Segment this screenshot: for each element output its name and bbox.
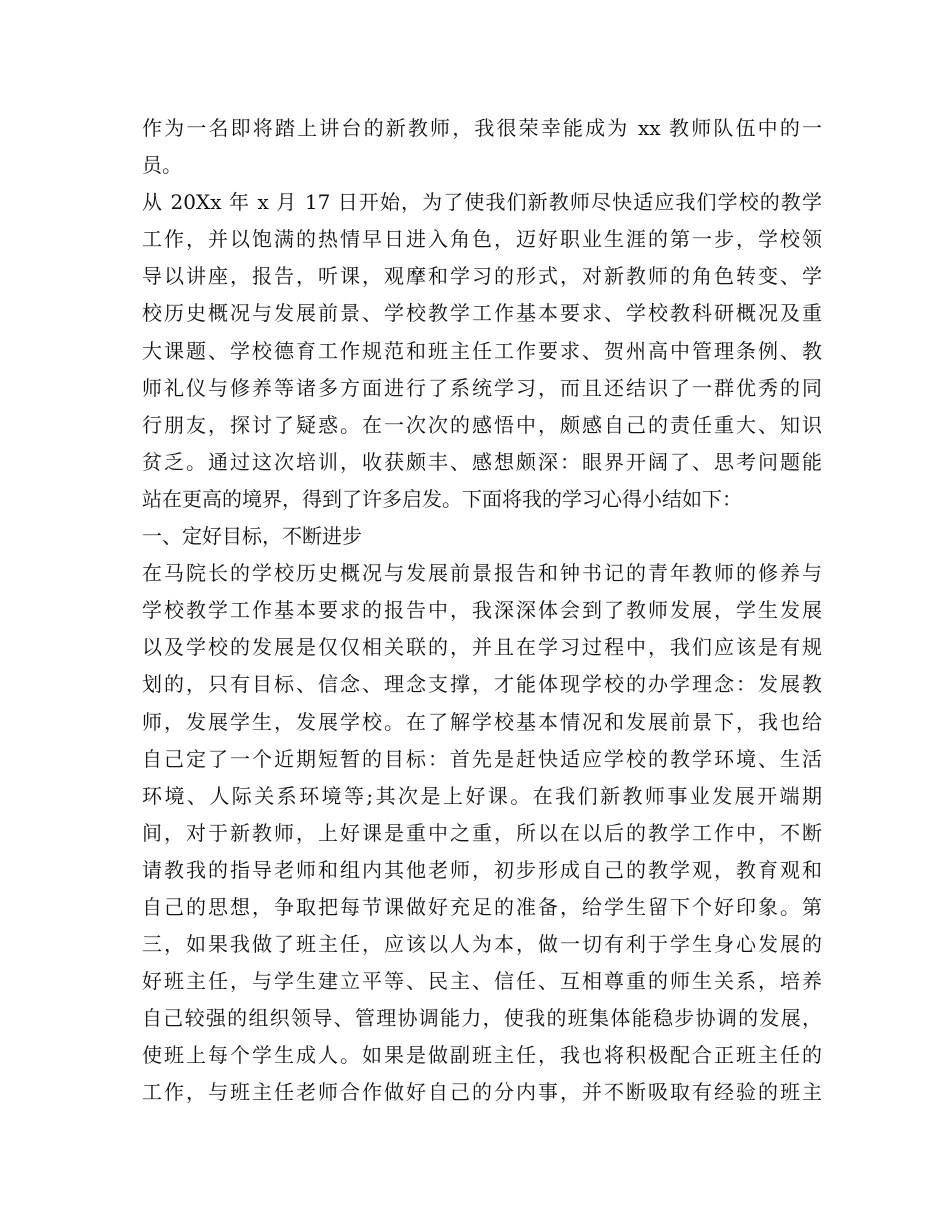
text-line: 环境、人际关系环境等;其次是上好课。在我们新教师事业发展开端期 [142,783,822,808]
text-line: 贫乏。通过这次培训，收获颇丰、感想颇深：眼界开阔了、思考问题能 [142,449,822,474]
text-line: 三，如果我做了班主任，应该以人为本，做一切有利于学生身心发展的 [142,932,822,957]
text-line: 好班主任，与学生建立平等、民主、信任、互相尊重的师生关系，培养 [142,969,822,994]
text-line: 请教我的指导老师和组内其他老师，初步形成自己的教学观，教育观和 [142,857,822,882]
text-line: 校历史概况与发展前景、学校教学工作基本要求、学校教科研概况及重 [142,301,822,326]
text-line: 在马院长的学校历史概况与发展前景报告和钟书记的青年教师的修养与 [142,561,822,586]
text-line: 自己定了一个近期短暂的目标：首先是赶快适应学校的教学环境、生活 [142,746,822,771]
text-line: 员。 [142,153,182,178]
text-line: 自己较强的组织领导、管理协调能力，使我的班集体能稳步协调的发展， [142,1006,822,1031]
text-line: 学校教学工作基本要求的报告中，我深深体会到了教师发展，学生发展 [142,598,822,623]
text-line: 师礼仪与修养等诸多方面进行了系统学习，而且还结识了一群优秀的同 [142,375,822,400]
text-line: 间，对于新教师，上好课是重中之重，所以在以后的教学工作中，不断 [142,820,822,845]
section-heading: 一、定好目标，不断进步 [142,524,362,549]
text-line: 以及学校的发展是仅仅相关联的，并且在学习过程中，我们应该是有规 [142,635,822,660]
document-body [142,110,822,1112]
text-line: 从 20Xx 年 x 月 17 日开始，为了使我们新教师尽快适应我们学校的教学 [142,190,822,215]
text-line: 站在更高的境界，得到了许多启发。下面将我的学习心得小结如下： [142,486,742,511]
text-line: 行朋友，探讨了疑惑。在一次次的感悟中，颇感自己的责任重大、知识 [142,412,822,437]
text-line: 作为一名即将踏上讲台的新教师，我很荣幸能成为 xx 教师队伍中的一 [142,116,822,140]
text-line: 大课题、学校德育工作规范和班主任工作要求、贺州高中管理条例、教 [142,338,822,363]
text-line: 使班上每个学生成人。如果是做副班主任，我也将积极配合正班主任的 [142,1043,822,1068]
text-line: 自己的思想，争取把每节课做好充足的准备，给学生留下个好印象。第 [142,894,822,919]
text-line: 工作，并以饱满的热情早日进入角色，迈好职业生涯的第一步，学校领 [142,227,822,252]
text-line: 划的，只有目标、信念、理念支撑，才能体现学校的办学理念：发展教 [142,672,822,697]
text-line: 师，发展学生，发展学校。在了解学校基本情况和发展前景下，我也给 [142,709,822,734]
text-line: 工作，与班主任老师合作做好自己的分内事，并不断吸取有经验的班主 [142,1080,822,1105]
text-line: 导以讲座，报告，听课，观摩和学习的形式，对新教师的角色转变、学 [142,264,822,289]
